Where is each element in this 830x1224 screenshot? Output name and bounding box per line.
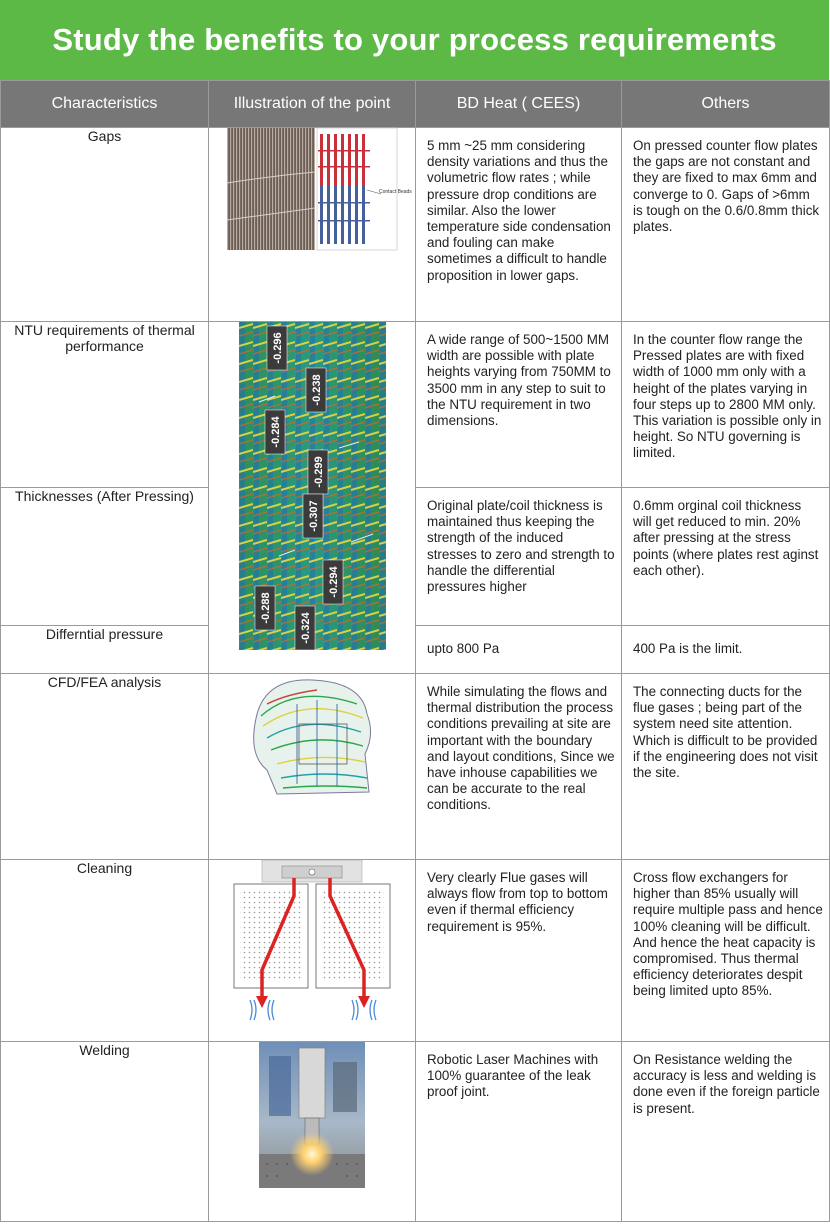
table-row: [1, 128, 830, 322]
characteristic-cell: Cleaning: [1, 860, 209, 1042]
characteristic-cell: Welding: [1, 1042, 209, 1222]
characteristic-cell: Gaps: [1, 128, 209, 322]
cfd-value-label: -0.307: [307, 500, 320, 532]
cfd-value-label: -0.284: [269, 416, 282, 448]
cfd-value-label: -0.324: [299, 612, 312, 644]
bd-heat-cell: Original plate/coil thickness is maintained thus keeping the strength of the induced stresses to zero and strength to handle the differential pressures higher: [416, 488, 622, 626]
column-header-illustration: Illustration of the point: [209, 81, 416, 128]
bd-heat-cell: A wide range of 500~1500 MM width are possible with plate heights varying from 750MM to 3500 mm in any step to suit to the NTU requirement in two dimensions.: [416, 322, 622, 488]
cfd-value-label: -0.296: [271, 332, 284, 364]
table-header-row: [1, 81, 830, 128]
table-row: [1, 322, 830, 488]
cfd-value-label: -0.288: [259, 592, 272, 624]
illustration-cell: [209, 860, 416, 1042]
cfd-value-label: -0.294: [327, 566, 340, 598]
bd-heat-cell: Robotic Laser Machines with 100% guarantee of the leak proof joint.: [416, 1042, 622, 1222]
characteristic-cell: CFD/FEA analysis: [1, 674, 209, 860]
laser-welding-photo: [259, 1042, 365, 1188]
others-cell: On Resistance welding the accuracy is less and welding is done even if the foreign particle is present.: [622, 1042, 830, 1222]
table-row: [1, 626, 830, 674]
illustration-cell: [209, 674, 416, 860]
table-row: [1, 860, 830, 1042]
page-title: Study the benefits to your process requirements: [0, 0, 829, 80]
cfd-flow-illustration: [237, 674, 387, 800]
table-row: [1, 488, 830, 626]
cfd-value-label: -0.299: [312, 456, 325, 488]
characteristic-cell: NTU requirements of thermal performance: [1, 322, 209, 488]
contact-beads-label: Contact Beads: [379, 189, 412, 195]
column-header-bd-heat: BD Heat ( CEES): [416, 81, 622, 128]
others-cell: 0.6mm orginal coil thickness will get reduced to min. 20% after pressing at the stress points (where plates rest aginst each other).: [622, 488, 830, 626]
table-row: [1, 674, 830, 860]
gaps-illustration: [227, 128, 412, 250]
illustration-cell: [209, 128, 416, 322]
table-row: [1, 1042, 830, 1222]
cleaning-flow-diagram: [232, 860, 392, 1020]
column-header-others: Others: [622, 81, 830, 128]
others-cell: 400 Pa is the limit.: [622, 626, 830, 674]
benefits-table: [0, 80, 830, 1222]
cfd-value-label: -0.238: [310, 374, 323, 406]
others-cell: In the counter flow range the Pressed plates are with fixed width of 1000 mm only with a height of the plates varying in four steps up to 2800 MM only. This variation is possible only in height. So NTU governing is limited.: [622, 322, 830, 488]
bd-heat-cell: Very clearly Flue gases will always flow from top to bottom even if thermal efficiency requirement is 95%.: [416, 860, 622, 1042]
illustration-cell: [209, 322, 416, 674]
bd-heat-cell: upto 800 Pa: [416, 626, 622, 674]
bd-heat-cell: While simulating the flows and thermal distribution the process conditions prevailing at site are important with the boundary and layout conditions, Since we have inhouse capabilities we can be accurate to the real conditions.: [416, 674, 622, 860]
characteristic-cell: Thicknesses (After Pressing): [1, 488, 209, 626]
illustration-cell: [209, 1042, 416, 1222]
others-cell: Cross flow exchangers for higher than 85% usually will require multiple pass and hence 100% cleaning will be difficult. And hence the heat capacity is compromised. Thus thermal efficiency deteriorates despit being limited upto 85%.: [622, 860, 830, 1042]
column-header-characteristics: Characteristics: [1, 81, 209, 128]
others-cell: On pressed counter flow plates the gaps are not constant and they are fixed to max 6mm and converge to 0. Gaps of >6mm is tough on the 0.6/0.8mm thick plates.: [622, 128, 830, 322]
characteristic-cell: Differntial pressure: [1, 626, 209, 674]
cfd-plate-illustration: [239, 322, 386, 650]
others-cell: The connecting ducts for the flue gases ; being part of the system need site attention. Which is difficult to be provided if the engineering does not visit the site.: [622, 674, 830, 860]
bd-heat-cell: 5 mm ~25 mm considering density variations and thus the volumetric flow rates ; while pressure drop conditions are similar. Also the lower temperature side condensation and fouling can make sometimes a difficult to handle proposition in lower gaps.: [416, 128, 622, 322]
